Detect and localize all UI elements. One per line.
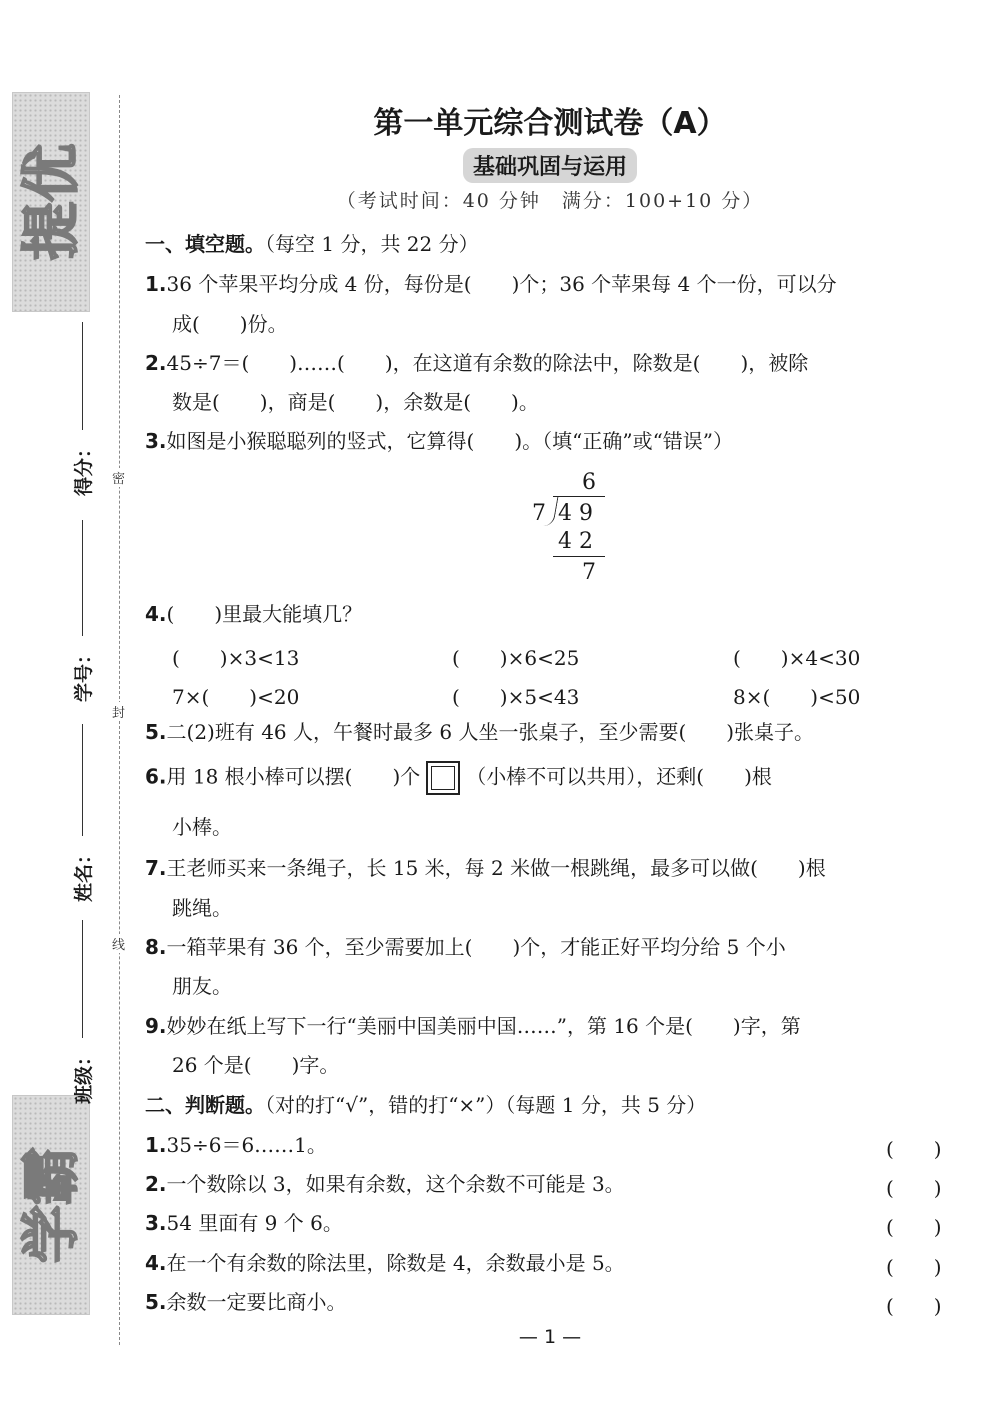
q7-line2: 跳绳。 [172,896,232,920]
judge-item-1 [145,1133,327,1157]
judge-2-text: 一个数除以 3，如果有余数，这个余数不可能是 3。 [166,1172,625,1196]
q7-text1[interactable]: 王老师买来一条绳子，长 15 米，每 2 米做一根跳绳，最多可以做( )根 [166,856,826,880]
page-number: — 1 — [518,1326,582,1348]
subtitle-wrap [0,148,1000,183]
q1-line2[interactable]: 成( )份。 [172,312,288,336]
ld-quotient: 6 [582,470,596,495]
q4-item-5[interactable]: ( )×5<43 [452,685,580,709]
field-score[interactable] [70,322,95,497]
judge-1-answer-box[interactable]: ( ) [886,1137,942,1161]
q3-text1[interactable]: 如图是小猴聪聪列的竖式，它算得( )。（填“正确”或“错误”） [166,429,734,453]
judge-5-text: 余数一定要比商小。 [166,1290,347,1314]
q4-item-6[interactable]: 8×( )<50 [733,685,861,709]
field-score-label: 得分： [72,438,95,497]
judge-4-answer-box[interactable]: ( ) [886,1255,942,1279]
q9-text1[interactable]: 妙妙在纸上写下一行“美丽中国美丽中国……”，第 16 个是( )字，第 [166,1014,801,1038]
q7-line1 [145,856,826,880]
q9-line1 [145,1014,801,1038]
judge-1-text: 35÷6＝6……1。 [166,1133,327,1157]
judge-item-4 [145,1251,625,1275]
q7-number: 7. [145,856,167,880]
seal-char-xian: 线 [112,934,125,953]
q3-line1 [145,429,733,453]
ld-bottom-bar [553,556,605,557]
judge-3-text: 54 里面有 9 个 6。 [166,1211,343,1235]
judge-item-3 [145,1211,343,1235]
judge-1-number: 1. [145,1133,167,1157]
judge-3-number: 3. [145,1211,167,1235]
q4-item-2[interactable]: ( )×6<25 [452,646,580,670]
q8-text1[interactable]: 一箱苹果有 36 个，至少需要加上( )个，才能正好平均分给 5 个小 [166,935,786,959]
ld-dividend: 4 9 [558,501,593,526]
q4-item-3[interactable]: ( )×4<30 [733,646,861,670]
q8-line2: 朋友。 [172,974,232,998]
judge-3-answer-box[interactable]: ( ) [886,1215,942,1239]
judge-2-answer-box[interactable]: ( ) [886,1176,942,1200]
field-class[interactable] [70,920,95,1105]
section2-note: （对的打“√”，错的打“×”）（每题 1 分，共 5 分） [265,1093,707,1117]
section1-title: 一、填空题。 [145,232,265,256]
q1-number: 1. [145,272,167,296]
q6-line1 [145,761,772,795]
page-title: 第一单元综合测试卷（A） [373,106,727,141]
ld-product: 4 2 [558,529,593,554]
stamp-top-text: 提优 [17,143,85,261]
section2-heading [145,1093,706,1117]
q9-line2[interactable]: 26 个是( )字。 [172,1053,340,1077]
q4-text1[interactable]: ( )里最大能填几？ [166,602,363,626]
q2-text1[interactable]: 45÷7＝( )……( )，在这道有余数的除法中，除数是( )，被除 [166,351,809,375]
judge-item-5 [145,1290,347,1314]
seal-char-mi: 密 [112,468,125,487]
q2-number: 2. [145,351,167,375]
q1-line1 [145,272,837,296]
stamp-bottom-text: 学霸 [17,1146,85,1264]
q6-text-b[interactable]: （小棒不可以共用），还剩( )根 [466,764,772,789]
q3-number: 3. [145,429,167,453]
q5-text1[interactable]: 二(2)班有 46 人，午餐时最多 6 人坐一张桌子，至少需要( )张桌子。 [166,720,815,744]
q1-text1[interactable]: 36 个苹果平均分成 4 份，每份是( )个；36 个苹果每 4 个一份，可以分 [166,272,837,296]
ld-remainder: 7 [582,560,596,585]
q2-line2[interactable]: 数是( )，商是( )，余数是( )。 [172,390,539,414]
q5-number: 5. [145,720,167,744]
page-subtitle: 基础巩固与运用 [463,148,637,183]
judge-4-text: 在一个有余数的除法里，除数是 4，余数最小是 5。 [166,1251,625,1275]
q6-line2: 小棒。 [172,815,232,839]
section1-heading [145,232,479,256]
stamp-bottom [12,1095,90,1315]
section1-note: （每空 1 分，共 22 分） [265,232,479,256]
section2-title: 二、判断题。 [145,1093,265,1117]
exam-info: （考试时间：40 分钟 满分：100+10 分） [336,190,764,212]
stamp-top [12,92,90,312]
q5-line1 [145,720,814,744]
field-student-id[interactable] [70,520,95,703]
q8-line1 [145,935,786,959]
judge-5-number: 5. [145,1290,167,1314]
square-sticks-icon [426,761,460,795]
q4-number: 4. [145,602,167,626]
field-class-label: 班级： [72,1046,95,1105]
q6-text-a[interactable]: 用 18 根小棒可以摆( )个 [166,764,421,789]
q9-number: 9. [145,1014,167,1038]
q8-number: 8. [145,935,167,959]
field-name-label: 姓名： [72,844,95,903]
q4-item-4[interactable]: 7×( )<20 [172,685,300,709]
q4-line1 [145,602,362,626]
field-student-id-label: 学号： [72,644,95,703]
q6-number: 6. [145,764,167,789]
judge-2-number: 2. [145,1172,167,1196]
ld-divisor: 7 [532,501,546,526]
judge-4-number: 4. [145,1251,167,1275]
judge-item-2 [145,1172,625,1196]
judge-5-answer-box[interactable]: ( ) [886,1294,942,1318]
field-name[interactable] [70,724,95,903]
seal-char-feng: 封 [112,702,125,721]
q2-line1 [145,351,808,375]
ld-top-bar [553,496,605,497]
q4-item-1[interactable]: ( )×3<13 [172,646,300,670]
